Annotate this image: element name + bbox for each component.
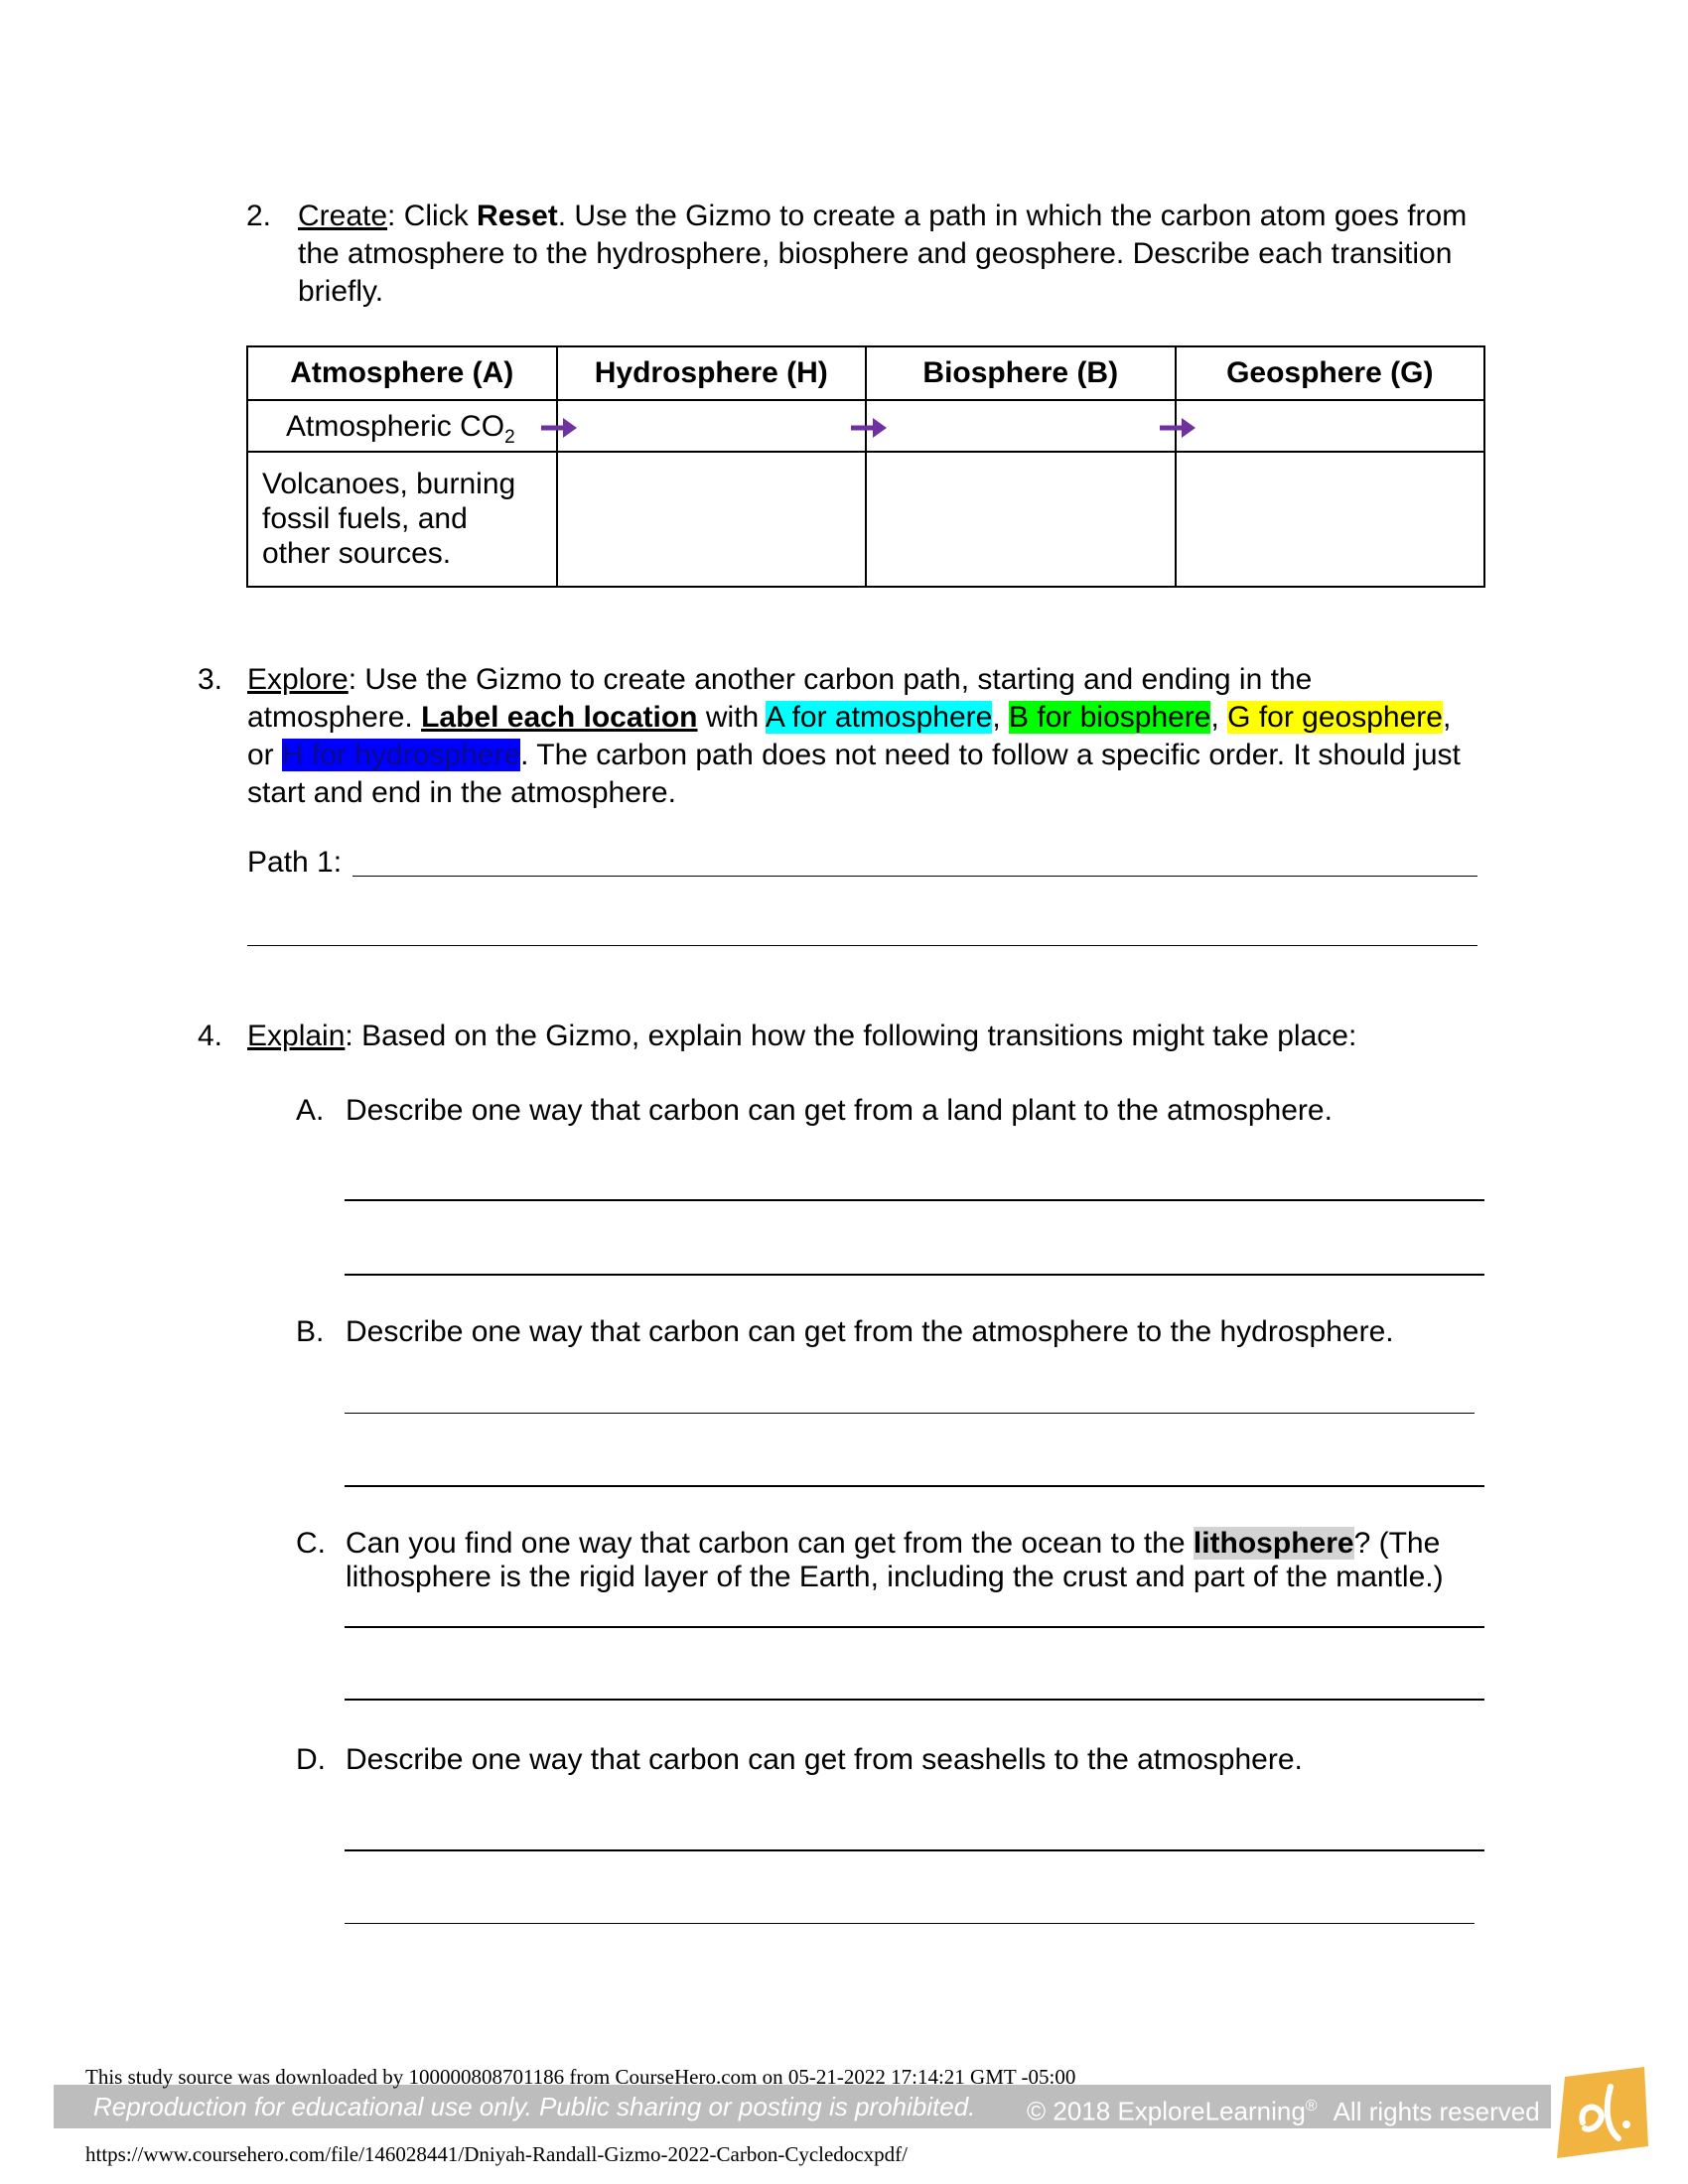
sub-question-text-line2: lithosphere is the rigid layer of the Earth, including the crust and part of the mantle.) <box>346 1561 1444 1593</box>
question-text: or <box>247 739 283 771</box>
explorelearning-logo <box>1549 2063 1652 2162</box>
table-cell[interactable] <box>866 452 1176 587</box>
table-cell[interactable] <box>1176 452 1485 587</box>
answer-line[interactable] <box>345 1274 1484 1276</box>
answer-line[interactable] <box>345 1413 1475 1414</box>
answer-line[interactable] <box>345 1699 1484 1701</box>
separator: , <box>992 701 1010 734</box>
table-row <box>247 400 1484 452</box>
row2-line: Volcanoes, burning <box>262 468 516 500</box>
question-number: 2. <box>246 200 272 232</box>
table-row <box>247 452 1484 587</box>
sub-question-text: Describe one way that carbon can get from seashells to the atmosphere. <box>346 1743 1303 1776</box>
sub-question-text: Describe one way that carbon can get from a land plant to the atmosphere. <box>346 1094 1333 1127</box>
sub-question-letter: B. <box>296 1315 325 1348</box>
sub-question-text: Describe one way that carbon can get from the atmosphere to the hydrosphere. <box>346 1315 1394 1348</box>
header-geosphere: Geosphere (G) <box>1176 346 1485 400</box>
highlight-atmosphere: A for atmosphere <box>765 701 993 734</box>
path-1-answer-line[interactable] <box>352 876 1477 877</box>
separator: , <box>1442 701 1452 734</box>
sub-question-text: ? (The <box>1353 1527 1441 1560</box>
answer-line[interactable] <box>345 1485 1484 1487</box>
table-cell[interactable] <box>866 400 1176 452</box>
answer-line[interactable] <box>345 1923 1475 1924</box>
rights-text: All rights reserved <box>1333 2096 1540 2126</box>
answer-line[interactable] <box>345 1199 1484 1201</box>
question-number: 3. <box>198 663 223 696</box>
copyright-text: © 2018 ExploreLearning <box>1027 2096 1306 2126</box>
answer-line[interactable] <box>345 1849 1484 1851</box>
header-biosphere: Biosphere (B) <box>866 346 1176 400</box>
question-lead: Explore <box>247 663 349 696</box>
reproduction-notice: Reproduction for educational use only. Public sharing or posting is prohibited. <box>93 2092 976 2121</box>
highlight-hydrosphere: H for hydrosphere <box>282 739 521 771</box>
source-url[interactable]: https://www.coursehero.com/file/146028441/Dniyah-Randall-Gizmo-2022-Carbon-Cycledocxpdf/ <box>85 2142 908 2166</box>
reset-bold: Reset <box>477 200 558 232</box>
atmospheric-co2-label: Atmospheric CO <box>286 410 505 443</box>
registered-mark: ® <box>1305 2098 1318 2115</box>
highlight-biosphere: B for biosphere <box>1009 701 1211 734</box>
table-cell <box>247 400 557 452</box>
table-header-row <box>247 346 1484 400</box>
copyright-notice <box>1027 2085 1540 2133</box>
highlight-lithosphere: lithosphere <box>1193 1527 1354 1560</box>
table-cell[interactable] <box>557 400 867 452</box>
question-text-line4: start and end in the atmosphere. <box>247 776 676 809</box>
table-cell <box>247 452 557 587</box>
question-text: . Use the Gizmo to create a path in which the carbon atom goes from <box>557 200 1468 232</box>
question-lead: Explain <box>247 1020 346 1052</box>
question-number: 4. <box>198 1020 223 1052</box>
answer-line[interactable] <box>345 1626 1484 1628</box>
download-source: This study source was downloaded by 100000808701186 from CourseHero.com on 05-21-2022 17:14:21 GMT -05:00 <box>85 2065 1076 2089</box>
question-text: : Based on the Gizmo, explain how the following transitions might take place: <box>345 1020 1357 1052</box>
question-text: with <box>697 701 766 734</box>
question-lead: Create <box>298 200 388 232</box>
separator: , <box>1210 701 1228 734</box>
path-1-label: Path 1: <box>247 846 343 879</box>
row2-line: fossil fuels, and <box>262 502 468 535</box>
table-cell[interactable] <box>1176 400 1485 452</box>
sub-question-letter: D. <box>296 1743 326 1776</box>
question-text: : Click <box>387 200 478 232</box>
question-text-line2: the atmosphere to the hydrosphere, biosphere and geosphere. Describe each transition <box>298 237 1453 270</box>
highlight-geosphere: G for geosphere <box>1227 701 1443 734</box>
header-atmosphere: Atmosphere (A) <box>247 346 557 400</box>
path-1-answer-line-2[interactable] <box>247 945 1477 946</box>
label-each-location: Label each location <box>421 701 698 734</box>
footer-banner <box>54 2085 1551 2128</box>
row2-line: other sources. <box>262 537 452 570</box>
question-text: : Use the Gizmo to create another carbon path, starting and ending in the <box>348 663 1313 696</box>
header-hydrosphere: Hydrosphere (H) <box>557 346 867 400</box>
subscript-2: 2 <box>504 427 515 448</box>
sub-question-letter: C. <box>296 1527 326 1560</box>
question-text: . The carbon path does not need to follow a specific order. It should just <box>520 739 1461 771</box>
sub-question-letter: A. <box>296 1094 325 1127</box>
question-text: atmosphere. <box>247 701 422 734</box>
sub-question-text: Can you find one way that carbon can get from the ocean to the <box>346 1527 1194 1560</box>
table-cell[interactable] <box>557 452 867 587</box>
question-text-line3: briefly. <box>298 275 384 308</box>
carbon-path-table <box>246 345 1485 588</box>
